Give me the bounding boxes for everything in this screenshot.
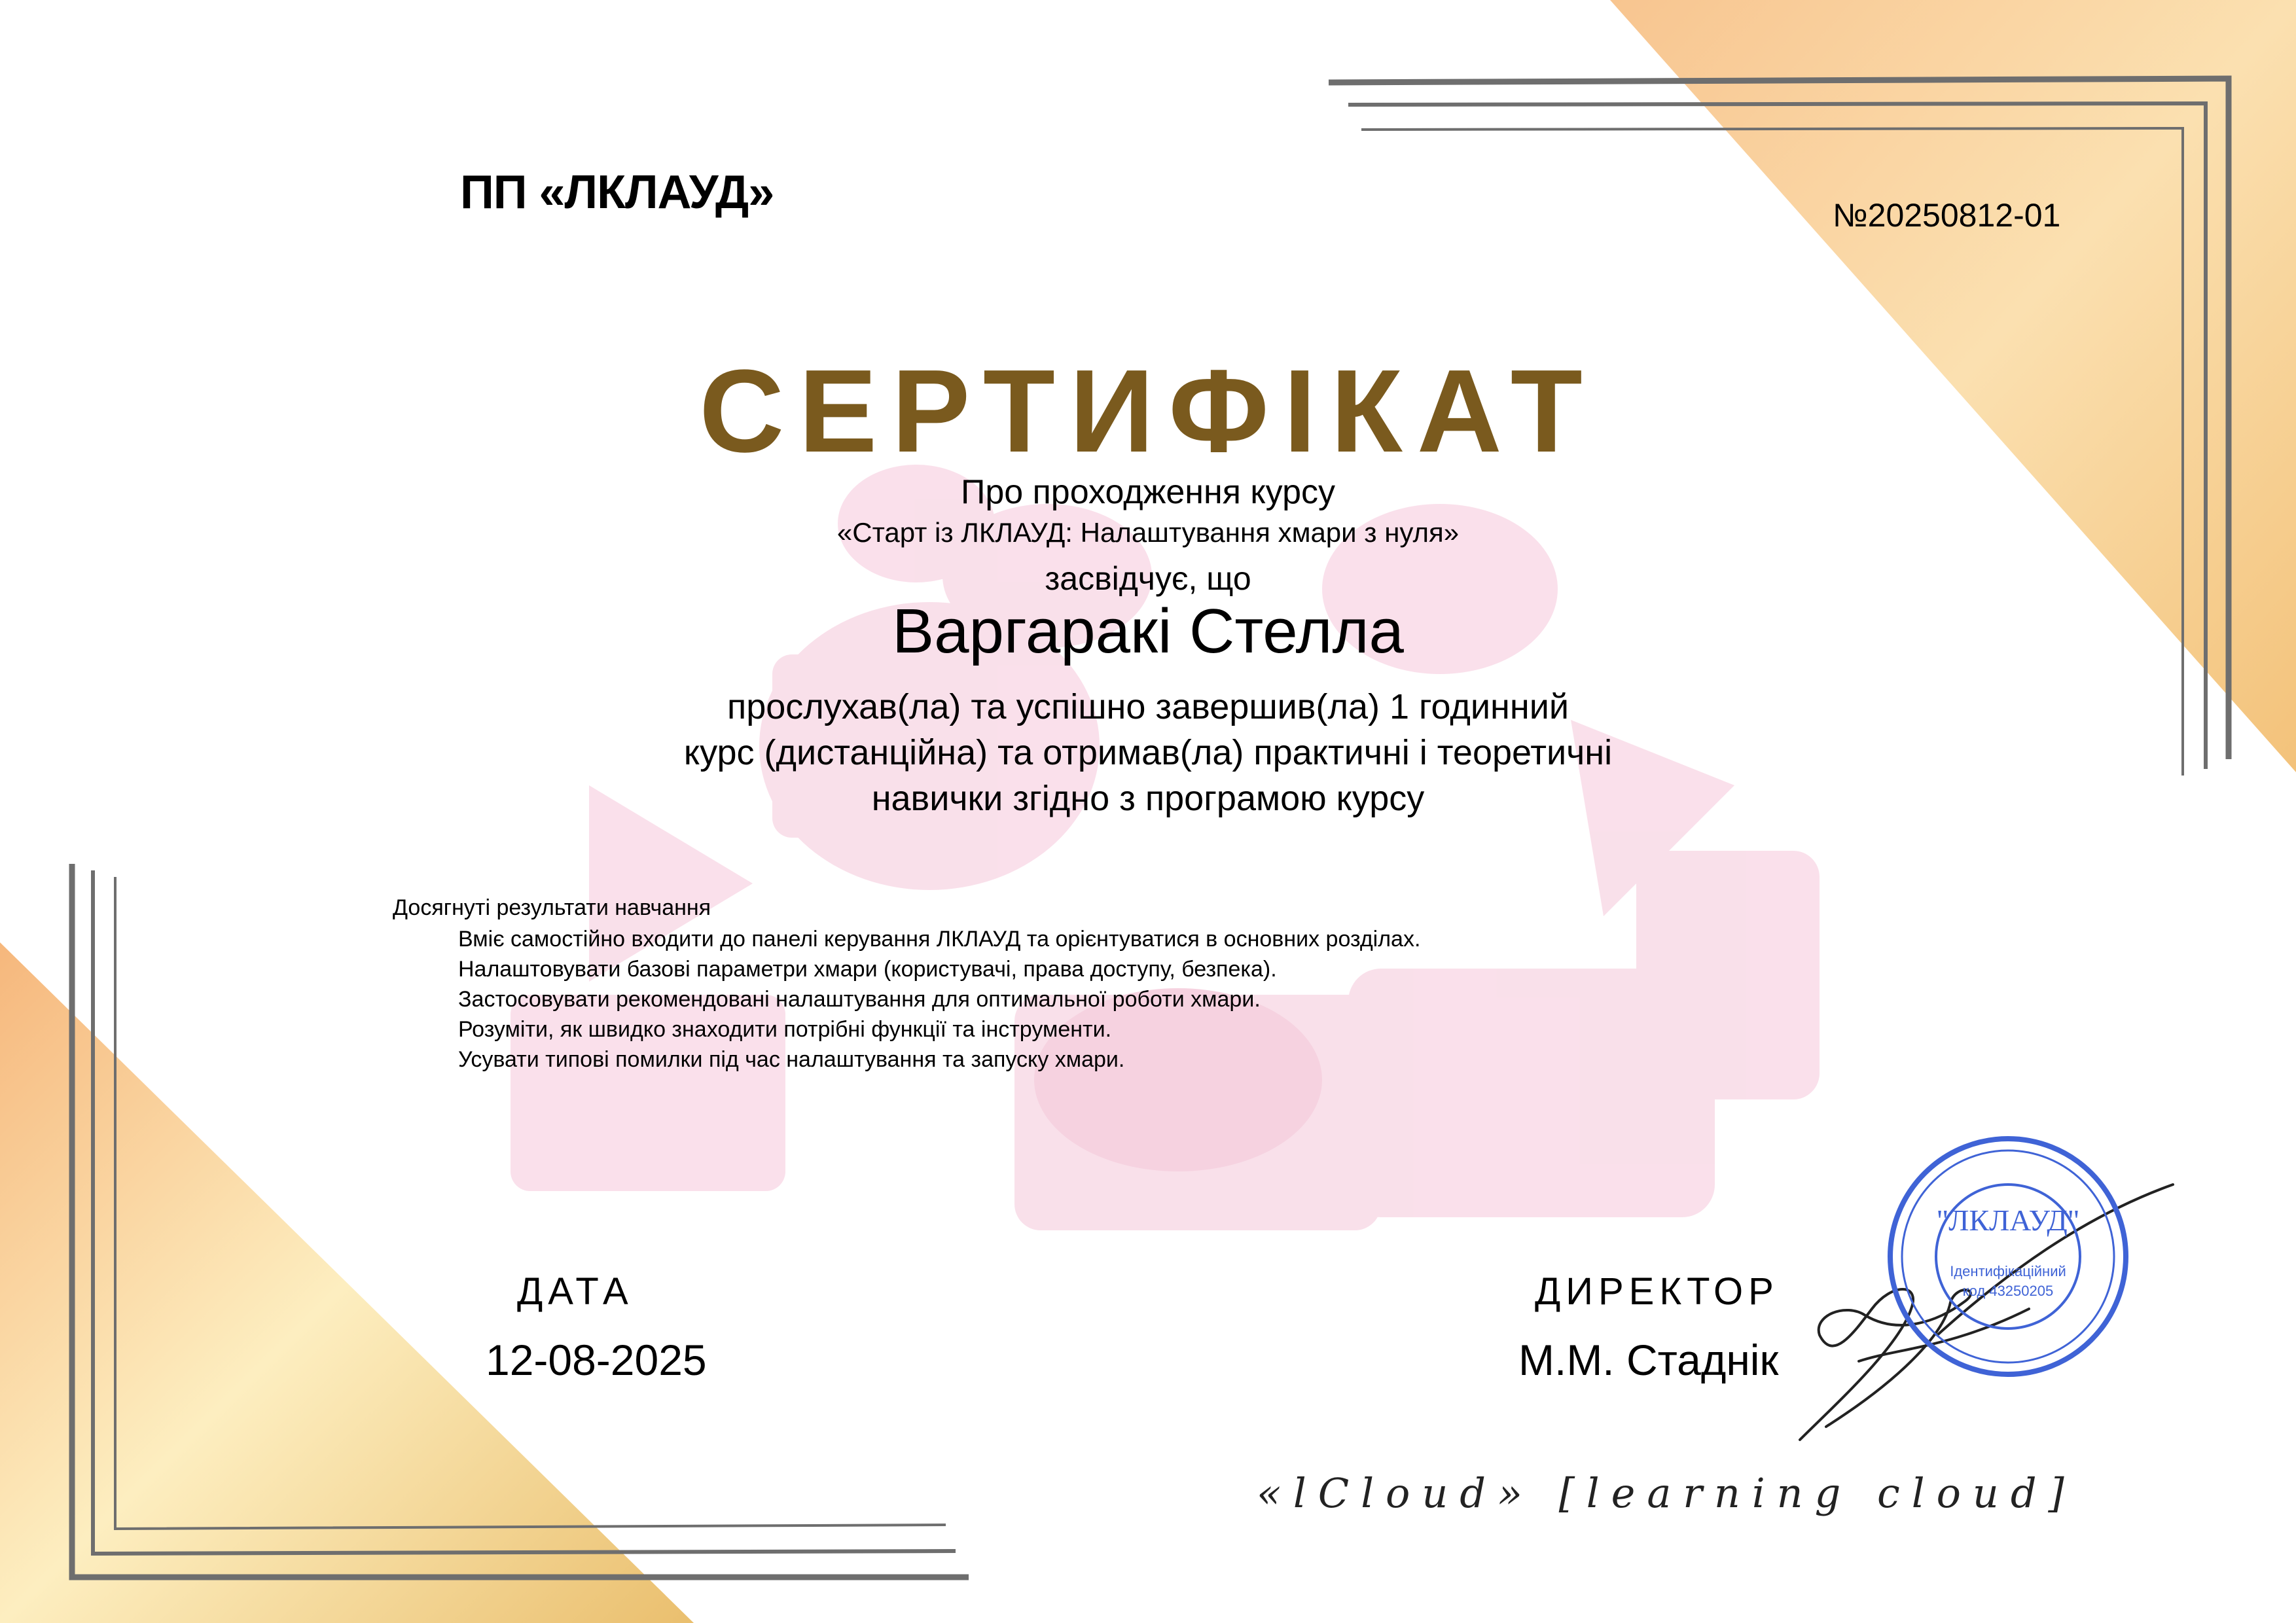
completion-line: навички згідно з програмою курсу (871, 779, 1425, 818)
result-item: Усувати типові помилки під час налаштування та запуску хмари. (458, 1047, 1125, 1072)
certificate-number: №20250812-01 (1833, 197, 2061, 234)
results-heading: Досягнуті результати навчання (393, 895, 711, 920)
certificate-title: СЕРТИФІКАТ (699, 346, 1597, 477)
stamp-id-code: код 43250205 (1962, 1283, 2054, 1299)
director-name: М.М. Стаднік (1518, 1336, 1779, 1384)
certifies-text: засвідчує, що (1045, 560, 1251, 597)
director-label: ДИРЕКТОР (1535, 1270, 1779, 1313)
completion-line: курс (дистанційна) та отримав(ла) практичні і теоретичні (683, 733, 1613, 772)
course-subtitle: Про проходження курсу (960, 473, 1336, 511)
recipient-name: Варгаракі Стелла (892, 596, 1404, 666)
completion-statement (0, 684, 2296, 821)
organization-name: ПП «ЛКЛАУД» (460, 166, 774, 219)
result-item: Налаштовувати базові параметри хмари (користувачі, права доступу, безпека). (458, 957, 1277, 982)
results-list (458, 924, 1420, 1075)
result-item: Застосовувати рекомендовані налаштування для оптимальної роботи хмари. (458, 987, 1261, 1012)
date-label: ДАТА (517, 1270, 634, 1313)
motto: «lCloud» [learning cloud] (1257, 1469, 2076, 1517)
completion-line: прослухав(ла) та успішно завершив(ла) 1 годинний (726, 687, 1570, 726)
stamp-id-label: Ідентифікаційний (1950, 1263, 2066, 1279)
stamp-center-text: "ЛКЛАУД" (1936, 1204, 2080, 1237)
course-name: «Старт із ЛКЛАУД: Налаштування хмари з нуля» (836, 517, 1460, 548)
company-stamp (1890, 1139, 2126, 1374)
date-value: 12-08-2025 (486, 1336, 707, 1384)
result-item: Вміє самостійно входити до панелі керування ЛКЛАУД та орієнтуватися в основних розділах. (458, 927, 1421, 952)
result-item: Розуміти, як швидко знаходити потрібні функції та інструменти. (458, 1017, 1112, 1042)
